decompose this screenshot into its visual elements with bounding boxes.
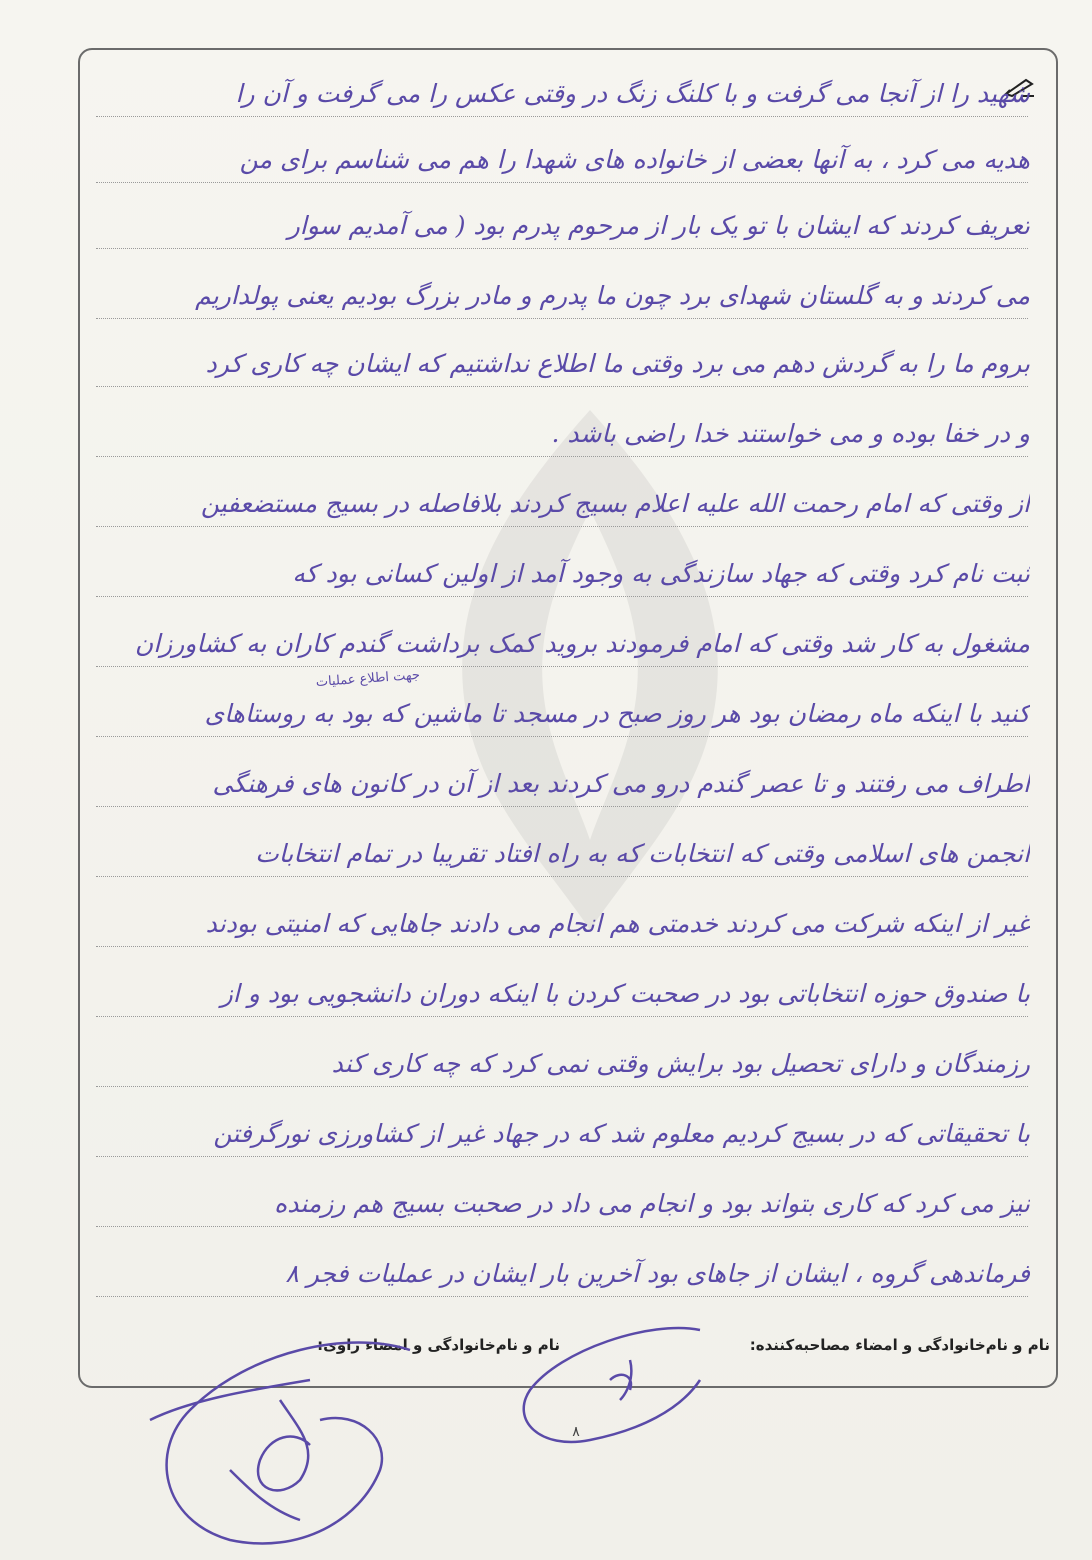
- handwritten-line: هدیه می کرد ، به آنها بعضی از خانواده های شهدا را هم می شناسم برای من: [239, 145, 1030, 174]
- interviewer-signature-label: نام و نام‌خانوادگی و امضاء مصاحبه‌کننده:: [749, 1336, 1050, 1354]
- margin-note: جهت اطلاع عملیات: [315, 667, 421, 691]
- handwritten-line: با تحقیقاتی که در بسیج کردیم معلوم شد که در جهاد غیر از کشاورزی نورگرفتن: [213, 1119, 1030, 1148]
- interviewer-signature: [500, 1310, 720, 1460]
- handwritten-line: بروم ما را به گردش دهم می برد وقتی ما اطلاع نداشتیم که ایشان چه کاری کرد: [205, 349, 1030, 378]
- handwritten-line: رزمندگان و دارای تحصیل بود برایش وقتی نمی کرد که چه کاری کند: [331, 1049, 1030, 1078]
- handwritten-line: و در خفا بوده و می خواستند خدا راضی باشد .: [551, 419, 1030, 448]
- handwritten-line: اطراف می رفتند و تا عصر گندم درو می کردند بعد از آن در کانون های فرهنگی: [212, 769, 1030, 798]
- handwritten-line: فرماندهی گروه ، ایشان از جاهای بود آخرین بار ایشان در عملیات فجر ۸: [285, 1259, 1030, 1288]
- narrator-signature: [130, 1320, 430, 1560]
- handwritten-line: نیز می کرد که کاری بتواند بود و انجام می داد در صحبت بسیج هم رزمنده: [274, 1189, 1030, 1218]
- handwritten-line: با صندوق حوزه انتخاباتی بود در صحبت کردن با اینکه دوران دانشجویی بود و از: [220, 979, 1030, 1008]
- handwritten-line: شهید را از آنجا می گرفت و با کلنگ زنگ در وقتی عکس را می گرفت و آن را: [235, 79, 1030, 108]
- page-number: ۸: [572, 1424, 580, 1440]
- narrator-signature-label: نام و نام‌خانوادگی و امضاء راوی:: [317, 1336, 560, 1354]
- handwritten-line: می کردند و به گلستان شهدای برد چون ما پدرم و مادر بزرگ بودیم یعنی پولداریم: [195, 281, 1030, 310]
- handwritten-line: مشغول به کار شد وقتی که امام فرمودند بروید کمک برداشت گندم کاران به کشاورزان: [134, 629, 1030, 658]
- handwritten-line: تعریف کردند که ایشان با تو یک بار از مرحوم پدرم بود ( می آمدیم سوار: [287, 211, 1030, 240]
- handwritten-line: ثبت نام کرد وقتی که جهاد سازندگی به وجود آمد از اولین کسانی بود که: [292, 559, 1030, 588]
- handwritten-line: انجمن های اسلامی وقتی که انتخابات که به راه افتاد تقریبا در تمام انتخابات: [255, 839, 1030, 868]
- handwritten-line: کنید با اینکه ماه رمضان بود هر روز صبح در مسجد تا ماشین که بود به روستاهای: [204, 699, 1030, 728]
- handwritten-line: غیر از اینکه شرکت می کردند خدمتی هم انجام می دادند جاهایی که امنیتی بودند: [205, 909, 1030, 938]
- handwritten-line: از وقتی که امام رحمت الله علیه اعلام بسیج کردند بلافاصله در بسیج مستضعفین: [200, 489, 1030, 518]
